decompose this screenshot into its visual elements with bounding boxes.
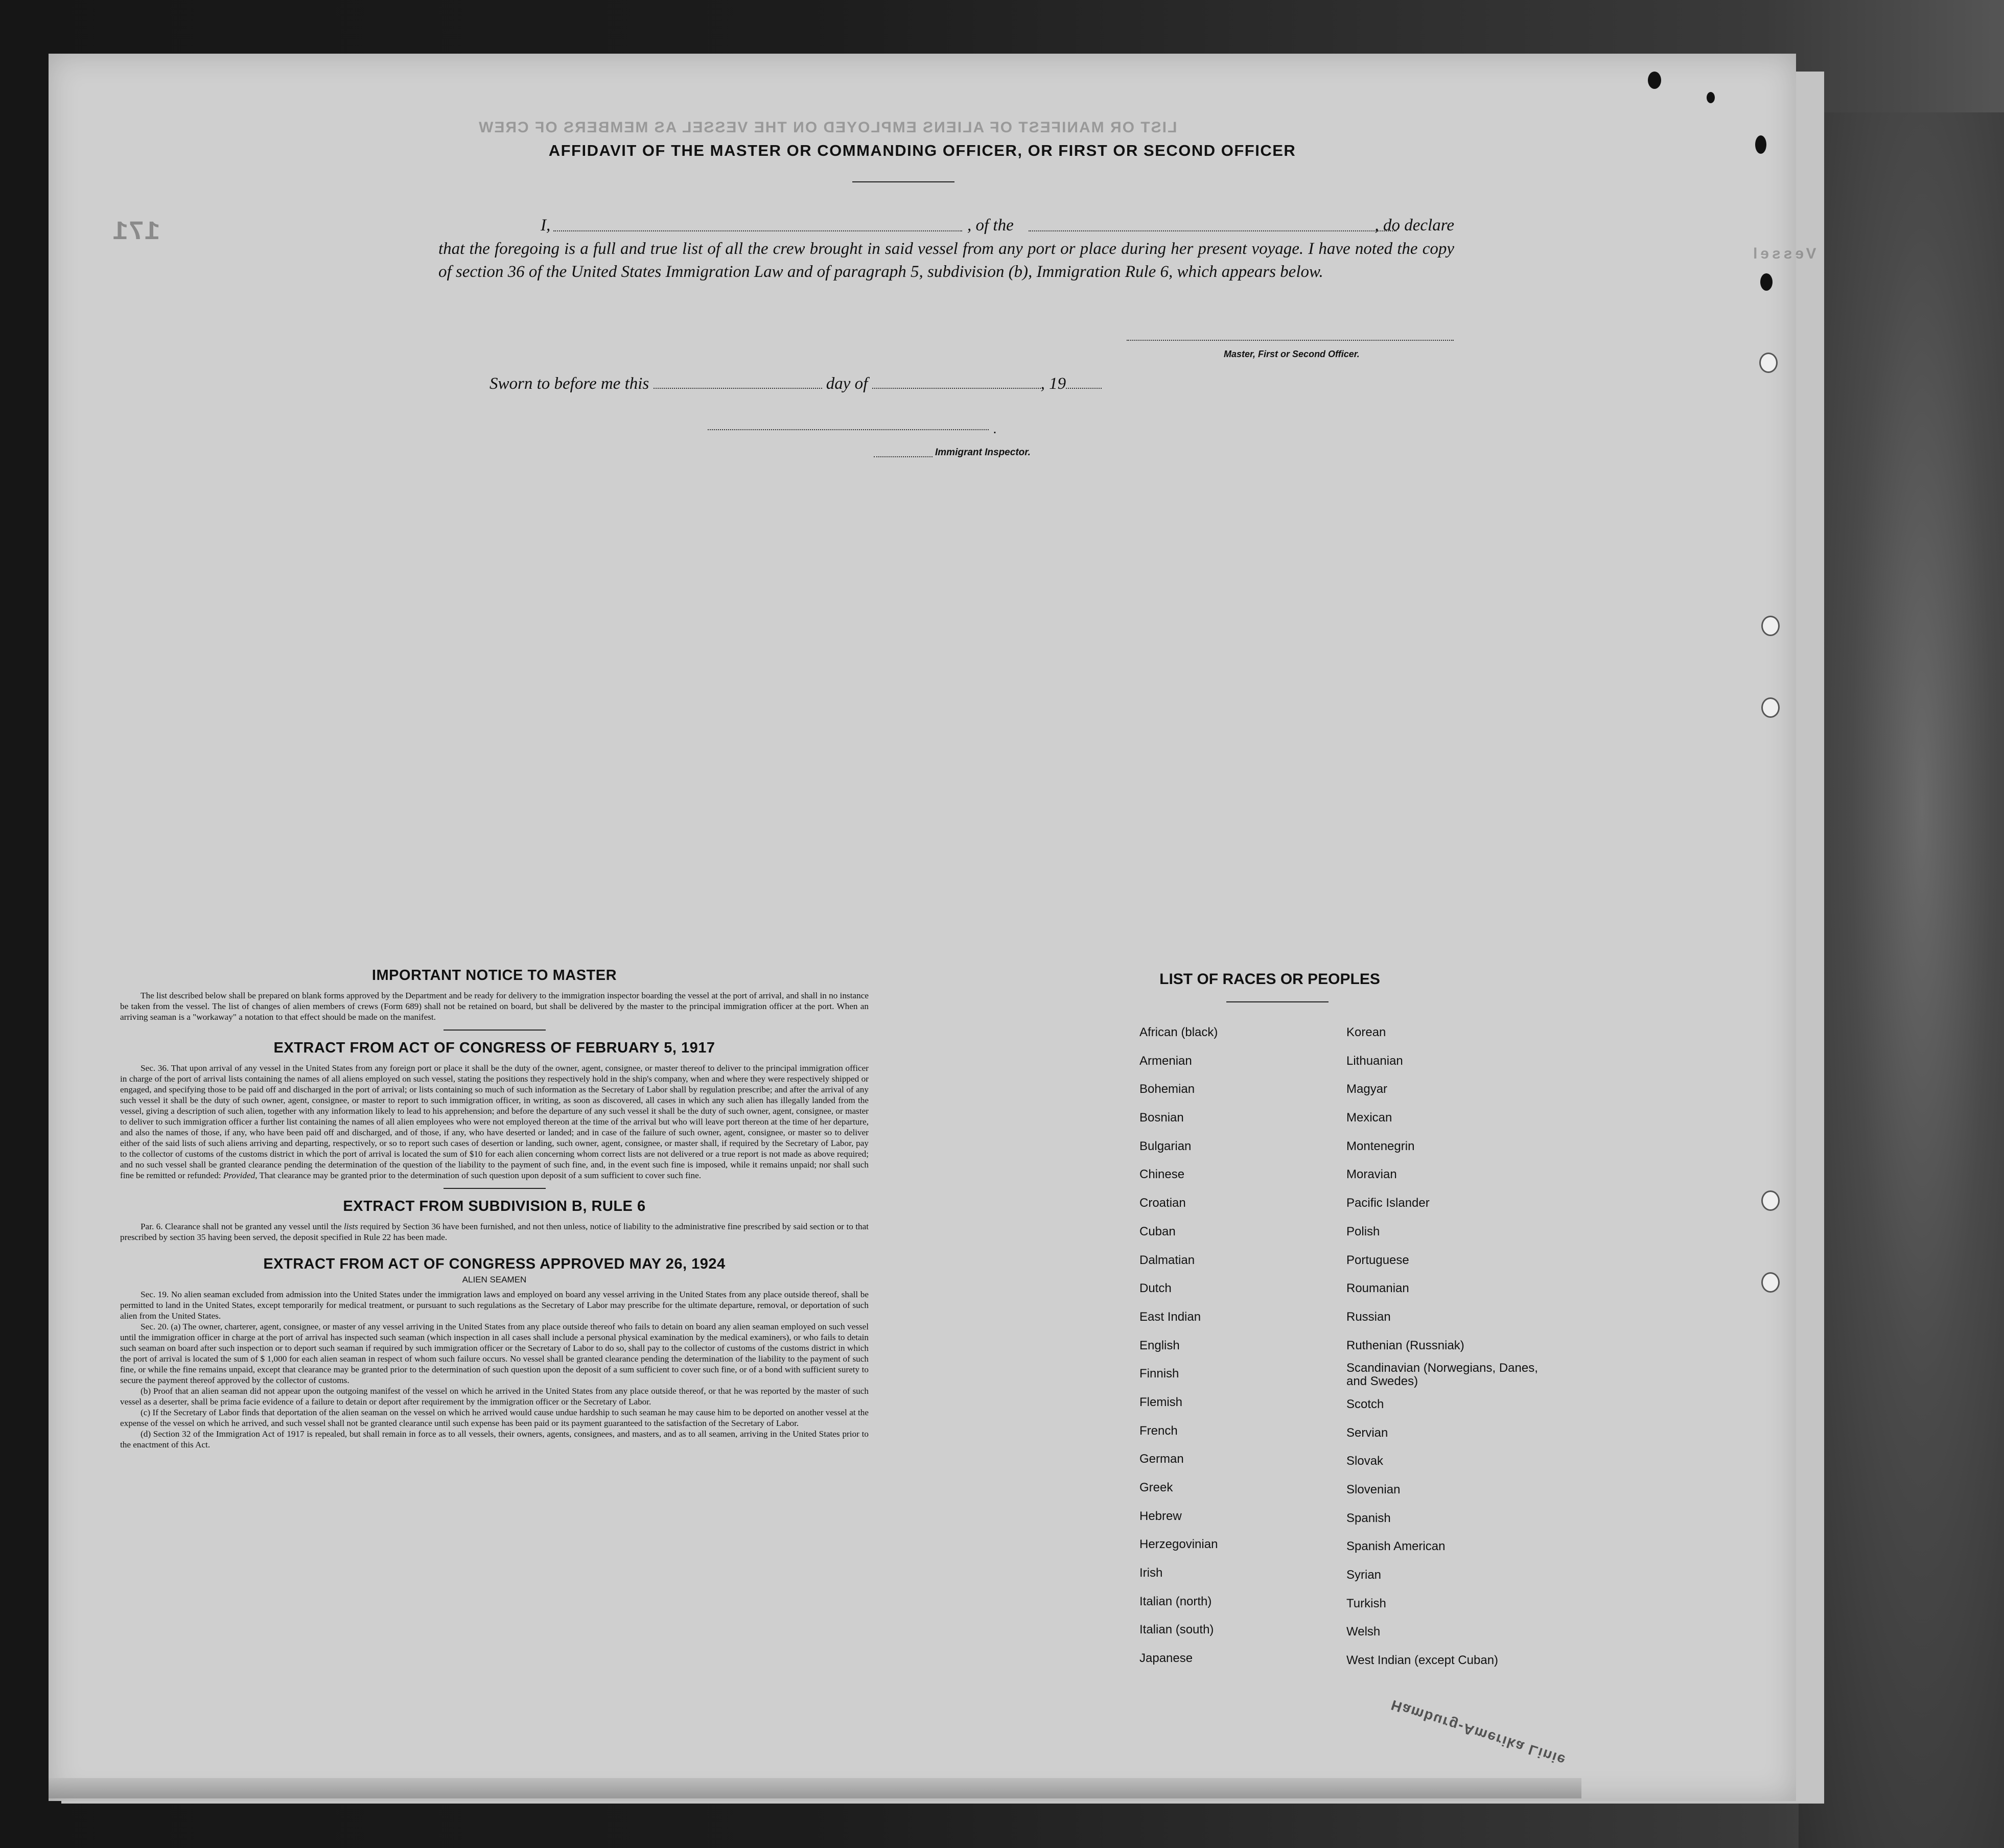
document-page <box>49 54 1816 1801</box>
race-item: Montenegrin <box>1346 1139 1415 1153</box>
race-item: Welsh <box>1346 1625 1381 1639</box>
margin-number: 171 <box>112 217 160 247</box>
affidavit-declare: , do declare <box>1374 216 1454 235</box>
affidavit-title: AFFIDAVIT OF THE MASTER OR COMMANDING OFFICER, OR FIRST OR SECOND OFFICER <box>548 142 1296 159</box>
race-item: Roumanian <box>1346 1281 1409 1296</box>
sworn-line <box>490 375 1102 393</box>
race-item: Scotch <box>1346 1397 1384 1411</box>
race-item: East Indian <box>1139 1309 1201 1324</box>
inspector-signature-field[interactable] <box>708 429 989 430</box>
inspector-label: Immigrant Inspector. <box>935 447 1031 458</box>
race-item: Slovenian <box>1346 1483 1401 1496</box>
ink-mark <box>1760 273 1773 291</box>
extract-1924-subtitle: ALIEN SEAMEN <box>462 1275 527 1284</box>
sworn-day-of: day of <box>826 375 868 393</box>
race-item: English <box>1139 1338 1180 1352</box>
race-item: Mexican <box>1346 1111 1392 1125</box>
officer-name-field[interactable] <box>553 230 962 231</box>
race-item: French <box>1139 1423 1178 1438</box>
extract-1917-main: Sec. 36. That upon arrival of any vessel in the United States from any foreign port or place it shall be the duty of the owner, agent, consignee, or master thereof to deliver to the principal immigration officer in charge of the port of arrival lists containing the names of all aliens employed on such vessel, stating the positions they respectively hold in the ship's company, when and where they were respectively shipped or engaged, and specifying those to be paid off and discharged in the port of arrival; or lists containing so much of such information as the Secretary of Labor shall by regulation prescribe; and after the arrival of any such vessel it shall be the duty of such owner, agent, consignee, or master to report to such immigration officer, in writing, as soon as discovered, all cases in which any such alien has illegally landed from the vessel, giving a description of such alien, together with any information likely to lead to his apprehension; and before the departure of any such vessel it shall be the duty of such owner, agent, consignee, or master to deliver to such immigration officer a further list containing the names of all alien employees who were not employed thereon at the time of the arrival but who will leave port thereon at the time of her departure, and also the names of those, if any, who have been paid off and discharged, and of those, if any, who have deserted or landed; and in case of the failure of such owner, agent, consignee, or master so to deliver either of the said lists of such aliens arriving and departing, respectively, or so to report such cases of desertion or landing, such owner, agent, consignee, or master shall, if required by the Secretary of Labor, pay to the collector of customs of the customs district in which the port of arrival is located the sum of $10 for each alien concerning whom correct lists are not delivered or a true report is not made as above required; and no such vessel shall be granted clearance pending the determination of the question of the liability to the payment of such fine, and, in the event such fine is imposed, while it remains unpaid; nor shall such fine be remitted or refunded: <box>120 1063 869 1180</box>
race-item: Polish <box>1346 1224 1380 1238</box>
race-item: German <box>1139 1452 1184 1466</box>
subdivision-end: required by Section 36 have been furnished, and not then unless, notice of liability to the administrative fine prescribed by said section or to that prescribed by section 35 having been served, the deposit specified in Rule 22 has been made. <box>120 1222 869 1242</box>
inspector-period: . <box>993 420 997 436</box>
race-item: Dutch <box>1139 1281 1172 1296</box>
ink-mark <box>1755 135 1766 154</box>
subdivision-text <box>120 1221 869 1243</box>
race-item: Flemish <box>1139 1395 1183 1409</box>
race-item: Hebrew <box>1139 1509 1182 1523</box>
extract-1924-title: EXTRACT FROM ACT OF CONGRESS APPROVED MAY 26, 1924 <box>263 1256 726 1272</box>
races-rule <box>1226 1001 1329 1002</box>
binder-hole <box>1761 697 1780 718</box>
race-item: Chinese <box>1139 1167 1185 1182</box>
race-item: Spanish American <box>1346 1539 1446 1554</box>
race-item: Servian <box>1346 1425 1388 1440</box>
extract-1924-paragraph: (b) Proof that an alien seaman did not appear upon the outgoing manifest of the vessel on which he arrived in the United States from any place outside thereof, or that he was reported by the master of such vessel as a deserter, shall be prima facie evidence of a failure to detain or deport after requirement by the immigration officer or the Secretary of Labor. <box>120 1386 869 1407</box>
inspector-dots <box>874 456 933 457</box>
race-item: Pacific Islander <box>1346 1196 1430 1210</box>
race-item: Finnish <box>1139 1367 1179 1381</box>
subdivision-start: Par. 6. Clearance shall not be granted any vessel until the <box>141 1222 342 1231</box>
race-item: Irish <box>1139 1566 1163 1580</box>
ink-mark <box>1648 72 1661 89</box>
sworn-day-field[interactable] <box>654 377 822 389</box>
race-item: Spanish <box>1346 1511 1391 1525</box>
notice-title: IMPORTANT NOTICE TO MASTER <box>371 967 617 984</box>
race-item: Portuguese <box>1346 1253 1409 1267</box>
races-column-1 <box>1139 1018 1308 1673</box>
race-item: Dalmatian <box>1139 1253 1195 1267</box>
race-item: Croatian <box>1139 1196 1186 1210</box>
master-signature-label: Master, First or Second Officer. <box>1224 349 1360 359</box>
binder-hole <box>1759 353 1778 373</box>
section-rule <box>444 1030 546 1031</box>
subdivision-lists: lists <box>344 1222 358 1231</box>
races-column-2 <box>1346 1018 1561 1675</box>
bleed-through-vessel: Vessel <box>1750 245 1816 262</box>
race-item: Magyar <box>1346 1082 1388 1096</box>
extract-1917-end: That clearance may be granted prior to the determination of such question upon deposit of a sum sufficient to cover such fine. <box>259 1171 702 1180</box>
master-signature-field[interactable] <box>1127 340 1454 341</box>
extract-1917-provided: Provided, <box>223 1171 258 1180</box>
subdivision-title: EXTRACT FROM SUBDIVISION B, RULE 6 <box>343 1198 646 1214</box>
race-item: Japanese <box>1139 1651 1193 1666</box>
race-item: Herzegovinian <box>1139 1537 1218 1552</box>
affidavit-of-the: , of the <box>967 216 1014 235</box>
race-item: Italian (south) <box>1139 1623 1214 1637</box>
notice-column <box>120 967 869 1450</box>
race-item: African (black) <box>1139 1025 1218 1039</box>
vessel-name-field[interactable] <box>1029 230 1396 231</box>
race-item: Bulgarian <box>1139 1139 1192 1153</box>
ink-mark <box>1707 92 1715 103</box>
race-item: Russian <box>1346 1309 1391 1324</box>
races-title: LIST OF RACES OR PEOPLES <box>1159 971 1380 988</box>
race-item: Slovak <box>1346 1454 1384 1468</box>
affidavit-declaration-line <box>438 216 1454 239</box>
binder-hole <box>1761 1190 1780 1211</box>
notice-text: The list described below shall be prepared on blank forms approved by the Department and be ready for delivery to the immigration inspector boarding the vessel at the port of arrival, and shall in no instance be taken from the vessel. The list of changes of alien members of crews (Form 689) shall not be retained on board, but shall be delivered by the master to the principal immigration officer at the port. When an arriving seaman is a "workaway" a notation to that effect should be made on the manifest. <box>120 991 869 1022</box>
affidavit-body: that the foregoing is a full and true list of all the crew brought in said vessel from any port or place during her present voyage. I have noted the copy of section 36 of the United States Immigration Law and of paragraph 5, subdivision (b), Immigration Rule 6, which appears below. <box>438 240 1454 281</box>
race-item: West Indian (except Cuban) <box>1346 1653 1499 1668</box>
race-item: Bohemian <box>1139 1082 1195 1096</box>
sworn-prefix: Sworn to before me this <box>490 375 649 393</box>
race-item: Lithuanian <box>1346 1054 1403 1068</box>
race-item: Syrian <box>1346 1568 1382 1582</box>
affidavit-i: I, <box>541 216 551 235</box>
race-item: Greek <box>1139 1481 1173 1494</box>
extract-1917-text <box>120 1063 869 1181</box>
extract-1924-paragraph: Sec. 20. (a) The owner, charterer, agent, consignee, or master of any vessel arriving in the United States from any place outside thereof who fails to detain on board any alien seaman employed on such vessel until the immigration officer in charge at the port of arrival has inspected such seaman (which inspection in all cases shall include a personal physical examination by the medical examiners), or who fails to detain such seaman on board after such inspection or to deport such seaman if required by such immigration officer or the Secretary of Labor to do so, shall pay to the collector of customs of the customs district in which the port of arrival is located the sum of $ 1,000 for each alien seaman in respect of whom such failure occurs. No vessel shall be granted clearance pending the determination of the liability to the payment of such fine, or while the fine remains unpaid, except that clearance may be granted prior to the determination of such question upon the deposit of a sum sufficient to cover such fine, or of a bond with sufficient surety to secure the payment thereof approved by the collector of customs. <box>120 1322 869 1385</box>
sworn-month-field[interactable] <box>872 377 1041 389</box>
race-item: Italian (north) <box>1139 1594 1212 1608</box>
race-item: Moravian <box>1346 1167 1397 1182</box>
extract-1924-paragraph: Sec. 19. No alien seaman excluded from admission into the United States under the immigration laws and employed on board any vessel arriving in the United States from any place outside thereof, shall be permitted to land in the United States, except temporarily for medical treatment, or pursuant to such regulations as the Secretary of Labor may prescribe for the ultimate departure, removal, or deportation of such alien from the United States. <box>120 1290 869 1321</box>
binder-hole <box>1761 1272 1780 1293</box>
page-bottom-edge <box>49 1778 1581 1798</box>
binder-hole <box>1761 616 1780 636</box>
sworn-year: , 19 <box>1040 375 1066 393</box>
race-item: Scandinavian (Norwegians, Danes, and Swedes) <box>1346 1361 1538 1389</box>
race-item: Turkish <box>1346 1596 1386 1610</box>
race-item: Armenian <box>1139 1054 1192 1068</box>
race-item: Bosnian <box>1139 1111 1184 1125</box>
extract-1924-paragraph: (d) Section 32 of the Immigration Act of 1917 is repealed, but shall remain in force as to all vessels, their owners, agents, consignees, and masters, and as to all seamen, arriving in the United States prior to the enactment of this Act. <box>120 1429 869 1449</box>
extract-1924-paragraph: (c) If the Secretary of Labor finds that deportation of the alien seaman on the vessel on which he arrived would cause undue hardship to such seaman he may cause him to be deported on another vessel at the expense of the vessel on which he arrived, and such vessel shall not be granted clearance until such expense has been paid or its payment guaranteed to the satisfaction of the Secretary of Labor. <box>120 1408 869 1428</box>
dark-backing <box>1799 112 2004 1848</box>
section-rule <box>444 1188 546 1189</box>
bleed-through-header: LIST OR MANIFEST OF ALIENS EMPLOYED ON THE VESSEL AS MEMBERS OF CREW <box>478 119 1177 136</box>
extract-1917-title: EXTRACT FROM ACT OF CONGRESS OF FEBRUARY 5, 1917 <box>273 1040 715 1056</box>
sworn-year-field[interactable] <box>1066 377 1102 389</box>
shipping-line-stamp: Hamburg-Amerika Linie <box>1389 1697 1568 1769</box>
title-rule <box>852 181 954 182</box>
race-item: Cuban <box>1139 1224 1176 1238</box>
race-item: Ruthenian (Russniak) <box>1346 1338 1464 1352</box>
race-item: Korean <box>1346 1025 1386 1039</box>
